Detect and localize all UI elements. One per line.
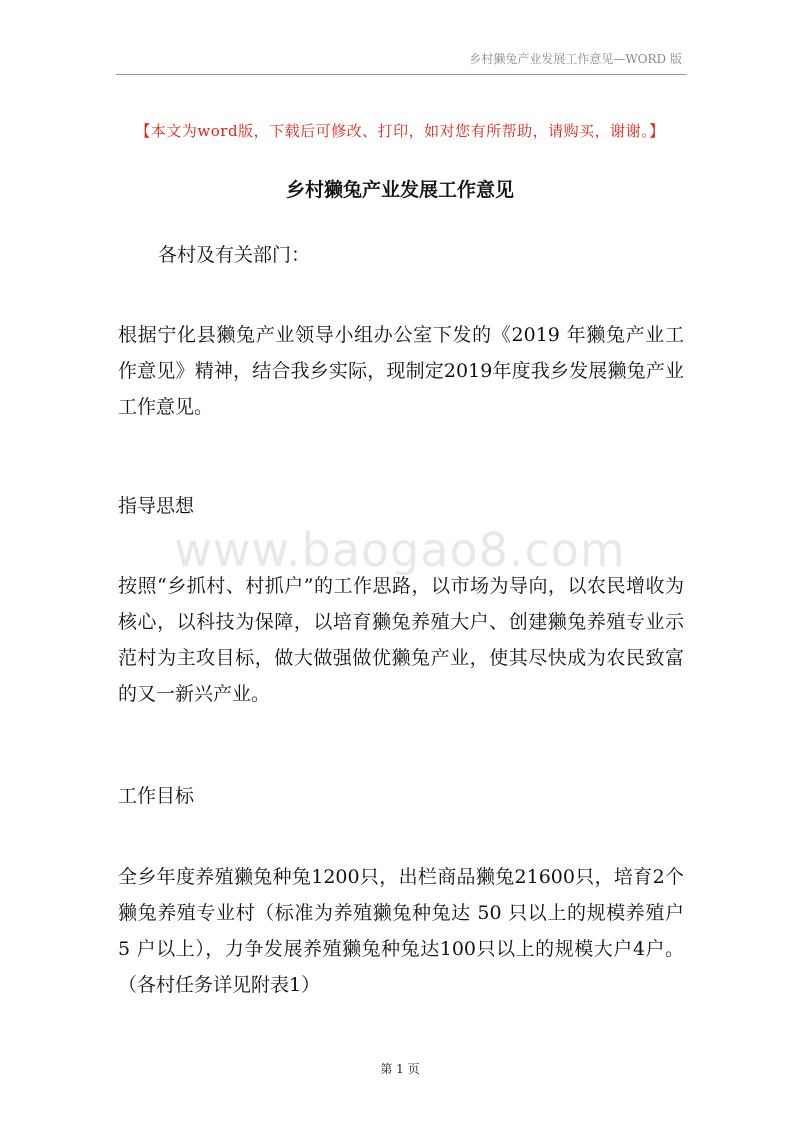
section-heading-guiding-ideology: 指导思想	[118, 495, 195, 517]
header-divider	[116, 74, 686, 75]
paragraph-work-goals: 全乡年度养殖獭兔种兔1200只，出栏商品獭兔21600只，培育2个獭兔养殖专业村（标准为养殖獭兔种兔达 50 只以上的规模养殖户 5 户以上），力争发展养殖獭兔种兔达100只以上的规模大户4户。（各村任务详见附表1）	[118, 866, 684, 996]
running-header: 乡村獭兔产业发展工作意见—WORD 版	[469, 52, 682, 66]
section-heading-work-goals: 工作目标	[118, 785, 195, 807]
document-title: 乡村獭兔产业发展工作意见	[285, 179, 514, 201]
salutation: 各村及有关部门：	[158, 244, 311, 266]
paragraph-guiding-ideology: 按照“乡抓村、村抓户”的工作思路，以市场为导向，以农民增收为核心，以科技为保障，以培育獭兔养殖大户、创建獭兔养殖专业示范村为主攻目标，做大做强做优獭兔产业，使其尽快成为农民致富的又一新兴产业。	[118, 575, 684, 705]
paragraph-intro: 根据宁化县獭兔产业领导小组办公室下发的《2019 年獭兔产业工作意见》精神，结合我乡实际，现制定2019年度我乡发展獭兔产业工作意见。	[118, 324, 684, 418]
page-number: 第 1 页	[380, 1062, 420, 1076]
watermark: www.baogao8.com	[174, 523, 626, 577]
purchase-notice: 【本文为word版，下载后可修改、打印，如对您有所帮助，请购买，谢谢。】	[135, 122, 665, 140]
